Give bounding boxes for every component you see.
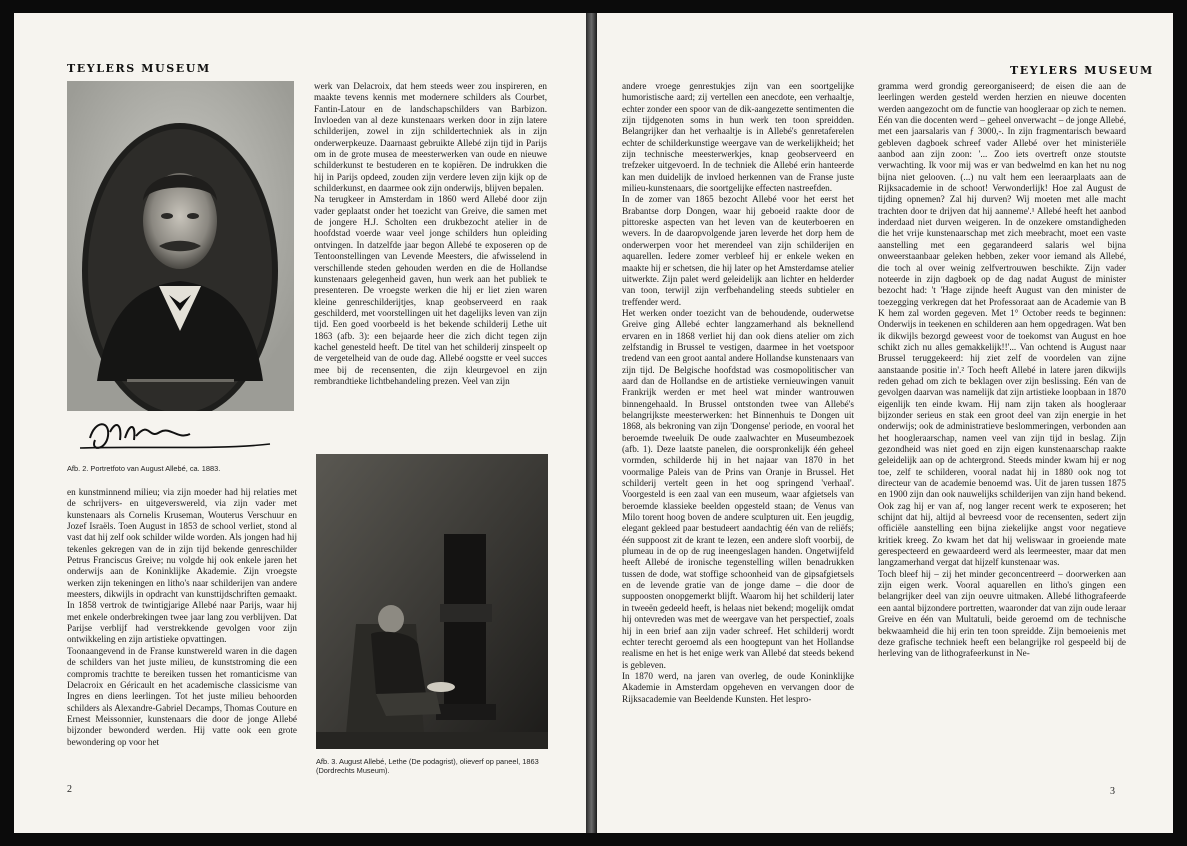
right-page-header [1010, 64, 1154, 77]
paragraph: andere vroege genrestukjes zijn van een soortgelijke humoristische aard; zij vertellen een anecdote, een verhaaltje, echter zonder een spoor van de dik-aangezette sentimenten die zijn tijdgenoten soms in hun werk ten toon spreidden. Belangrijker dan het verhaaltje is in Allebé's genretaferelen echter de schilderkunstige weergave van de werkelijkheid; het zijn technische meesterwerkjes, knap geobserveerd en trefzeker uitgevoerd. In de techniek die Allebé erin hanteerde kan men duidelijk de invloed herkennen van de Franse juste milieu-kunstenaars, die soortgelijke effecten nastreefden. [622, 81, 854, 194]
right-page-column-right [878, 81, 1126, 781]
left-page-column-left [67, 487, 297, 778]
book-gutter [586, 13, 597, 833]
left-page-column-right [314, 81, 547, 450]
museum-logo-text: TEYLERS MUSEUM [1010, 64, 1154, 77]
figure-3-caption-line: Afb. 3. August Allebé, Lethe (De podagrist), olieverf op paneel, 1863 [316, 757, 539, 766]
paragraph: Toonaangevend in de Franse kunstwereld waren in die dagen de schilders van het juste milieu, de kunststroming die een compromis trachtte te bereiken tussen het romanticisme van Delacroix en Géricault en het academische classicisme van Ingres en diens leerlingen. Tot het juste milieu behoorden schilders als Alexandre-Gabriel Decamps, Thomas Couture en Ernest Meissonnier, kunstenaars die door de jonge Allebé bijzonder bewonderd werden. Hij vatte ook een grote bewondering op voor het [67, 645, 297, 747]
page-number-right: 3 [1110, 786, 1115, 797]
paragraph: Toch bleef hij – zij het minder geconcentreerd – doorwerken aan zijn eigen werk. Vooral aquarellen en litho's gingen een belangrijker deel van zijn oeuvre uitmaken. Allebé lithografeerde een aantal bijzondere portretten, waaronder dat van zijn oude leraar Greive en één van Multatuli, beide geroemd om de technische bekwaamheid die hij erin ten toon spreidde. Zijn bemoeienis met deze grafische techniek heeft een belangrijke rol gespeeld bij de herleving van de lithografeerkunst in Ne- [878, 568, 1126, 659]
paragraph: Het werken onder toezicht van de behoudende, ouderwetse Greive ging Allebé echter langzamerhand als beknellend ervaren en in 1868 verliet hij dan ook diens atelier om zich zelfstandig in Brussel te vestigen, daarmee in het voetspoor tredend van een groot aantal andere Hollandse kunstenaars van zijn tijd. De Belgische hoofdstad was cosmopolitischer van aard dan de Hollandse en de artistieke vernieuwingen vanuit Frankrijk werden er met heel wat minder wantrouwen binnengehaald. In Brussel ontstonden twee van Allebé's belangrijkste meesterwerken: het Binnenhuis te Dongen uit 1868, als bekroning van zijn 'Dongense' periode, en vooral het beroemde tweeluik De oude zaalwachter en Museumbezoek (afb. 1). Deze laatste panelen, die oorspronkelijk één geheel vormden, schilderde hij in het najaar van 1870 in het voormalige Paleis van de Prins van Oranje in Brussel. Het schilderij vertelt geen in het oog springend 'verhaal'. Voorgesteld is een zaal van een museum, waar afgietsels van beroemde klassieke beelden opgesteld staan; de Venus van Milo torent hoog boven de andere sculpturen uit. Een jeugdig, elegant gekleed paar bestudeert aandachtig één van de reliëfs; één suppoost zit de krant te lezen, een andere sloft voorbij, de plumeau in de op de rug ineengeslagen handen. Ongetwijfeld heeft Allebé de ironische tegenstelling willen benadrukken tussen de dode, wat stoffige schoonheid van de gipsafgietsels en de levende gratie van de jonge dame – die door de suppoosten onopgemerkt blijft. Waarom hij het schilderij later in tweeën gedeeld heeft, is helaas niet bekend; mogelijk omdat hij ontevreden was met de weergave van het perspectief, zoals hij in een brief aan zijn vader schreef. Het schilderij wordt echter terecht geroemd als een hoogtepunt van het Hollandse realisme en het is het enige werk van Allebé dat steeds bekend is gebleven. [622, 307, 854, 670]
paragraph: In de zomer van 1865 bezocht Allebé voor het eerst het Brabantse dorp Dongen, waar hij geboeid raakte door de pittoreske aspecten van het leven van de keuterboeren en wevers. In de daaropvolgende jaren leverde het dorp hem de onderwerpen voor het merendeel van zijn schilderijen en aquarellen. Iedere zomer verbleef hij er enkele weken en maakte hij er schetsen, die hij later op het Amsterdamse atelier uitwerkte. Zijn palet werd geleidelijk aan lichter en helderder van toon, terwijl zijn verfbehandeling steeds subtieler en treffender werd. [622, 194, 854, 307]
signature [70, 410, 290, 460]
portrait-photo [67, 81, 294, 411]
paragraph: werk van Delacroix, dat hem steeds weer zou inspireren, en maakte tevens kennis met modernere schilders als Courbet, Fantin-Latour en de landschapschilders van Barbizon. Invloeden van al deze kunstenaars werken door in zijn latere schilderijen, zowel in zijn schildertechniek als in zijn onderwerpkeuze. Daarnaast gebruikte Allebé zijn tijd in Parijs om in de grote musea de meesterwerken van oude en nieuwe schilderkunst te bestuderen en te kopiëren. De indrukken die hij in Parijs opdeed, zouden zijn verdere leven zijn kijk op de schilderkunst, en daarmee ook zijn onderwijs, blijven bepalen. [314, 81, 547, 194]
right-page-column-left [622, 81, 854, 781]
figure-2-caption: Afb. 2. Portretfoto van August Allebé, ca. 1883. [67, 464, 221, 473]
museum-logo-text: TEYLERS MUSEUM [67, 62, 211, 75]
figure-3-caption-line: (Dordrechts Museum). [316, 766, 390, 776]
lethe-painting [316, 454, 548, 749]
figure-3-caption [316, 757, 552, 775]
paragraph: gramma werd grondig gereorganiseerd; de eisen die aan de leerlingen werden gesteld werden herzien en nieuwe docenten werden aangezocht om de functie van hoogleraar op zich te nemen. Eén van die docenten werd – geheel onverwacht – de jonge Allebé, met een jaarsalaris van ƒ 3000,-. In zijn fragmentarisch bewaard gebleven dagboek schreef vader Allebé over het ministeriële aanbod aan zijn zoon: '... Zoo iets overtreft onze stoutste verwachting. Ik voor mij was er van bedwelmd en kan het nu nog bijna niet gelooven. (...) nu valt hem een leeraarplaats aan de Rijksacademie in de schoot! Verwonderlijk! Hoe zal August de tijding opnemen? Zal hij durven? Wij moeten met alle macht trachten door te drijven dat hij aanneme'.¹ Allebé heeft het aanbod inderdaad niet durven weigeren. In de onzekere omstandigheden die het vrije kunstenaarschap met zich meebracht, moet een vaste aanstelling met een gegarandeerd salaris wel bijna onweerstaanbaar geleken hebben, zeker voor iemand als Allebé, die toch al over weinig zelfvertrouwen beschikte. Zijn vader noteerde in zijn dagboek op de dag nadat August de minister bezocht had: 't 'Hage zijnde heeft August van den minister de toezegging verkregen dat het Professoraat aan de Academie van B K hem zal worden gegeven. Met 1° October reeds te beginnen: Onderwijs in teekenen en schilderen aan hem opgedragen. Wat ben ik dikwijls bezorgd geweest voor de toekomst van August en hoe schikt zich nu alles gemakkelijk!!'... Van ochtend is August naar Brussel teruggekeerd: hij ziet zelf de voordelen van zijne aanstaande positie in'.² Toch heeft Allebé in latere jaren dikwijls reden gehad om zich te beklagen over zijn beslissing. Eén van de gevolgen daarvan was namelijk dat zijn artistieke loopbaan in 1870 eigenlijk ten einde kwam. Hij nam zijn taken als hoogleraar bijzonder serieus en stak een groot deel van zijn energie in het onderwijs; ook de administratieve beslommeringen, verbonden aan het hoogleraarschap, namen veel van zijn tijd in beslag. Zijn gezondheid was niet goed en zijn eigen kunstenaarschap raakte geleidelijk aan op de achtergrond. Steeds minder kwam hij er nog toe, zelf te schilderen, vooral nadat hij in 1880 ook nog tot directeur van de academie benoemd was. Uit de jaren tussen 1875 en 1900 zijn dan ook nauwelijks schilderijen van zijn hand bekend. Ook zag hij er van af, nog langer recent werk te exposeren; het schijnt dat hij, altijd al bevreesd voor de recensenten, sedert zijn officiële aanstelling een bijna ziekelijke angst voor negatieve kritiek kreeg. Zo kwam het dat hij weliswaar in groeiende mate gerespecteerd en gewaardeerd werd als leermeester, maar dat men langzamerhand vergat dat hijzelf kunstenaar was. [878, 81, 1126, 568]
paragraph: In 1870 werd, na jaren van overleg, de oude Koninklijke Akademie in Amsterdam opgeheven en vervangen door de Rijksacademie van Beeldende Kunsten. Het lespro- [622, 670, 854, 704]
left-page-header [67, 62, 211, 75]
paragraph: en kunstminnend milieu; via zijn moeder had hij relaties met de schrijvers- en uitgeverswereld, via zijn vader met kunstenaars als Cornelis Kruseman, Wouterus Verschuur en Jozef Israëls. Toen August in 1853 de school verliet, stond al vast dat hij zelf ook schilder wilde worden. Als jongen had hij tekenles gekregen van de in zijn tijd bekende genreschilder Petrus Franciscus Greive; nu volgde hij ook enkele jaren het onderwijs aan de Koninklijke Akademie. Zijn vroegste werken zijn tekeningen en litho's naar schilderijen van andere meesters, dikwijls in opdracht van kunsttijdschriften gemaakt. In 1858 vertrok de twintigjarige Allebé naar Parijs, waar hij met enkele onderbrekingen twee jaar lang zou verblijven. Dat Parijse verblijf had verstrekkende gevolgen voor zijn ontwikkeling en zijn artistieke opvattingen. [67, 487, 297, 645]
paragraph: Na terugkeer in Amsterdam in 1860 werd Allebé door zijn vader geplaatst onder het toezicht van Greive, die samen met de jongere H.J. Scholten een drukbezocht atelier in de hoofdstad voerde waar veel jonge schilders hun opleiding ontvingen. In datzelfde jaar begon Allebé te exposeren op de Tentoonstellingen van Levende Meesters, die afwisselend in verschillende steden gehouden werden en die de Hollandse kunstenaars gelegenheid gaven, hun werk aan het publiek te presenteren. De vroegste werken die hij er liet zien waren kleine genreschilderijtjes, knap geobserveerd en raak geschilderd, met voorstellingen uit het dagelijks leven van zijn tijd. Een goed voorbeeld is het bekende schilderij Lethe uit 1863 (afb. 3): een bejaarde heer die zich dicht tegen zijn kachel genesteld heeft. De titel van het schilderij zinspeelt op de vergetelheid van de oude dag. Allebé oogstte er veel succes mee bij de recensenten, die zijn kleurgevoel en zijn rembrandtieke lichtbehandeling prezen. Veel van zijn [314, 194, 547, 386]
page-number-left: 2 [67, 784, 72, 795]
